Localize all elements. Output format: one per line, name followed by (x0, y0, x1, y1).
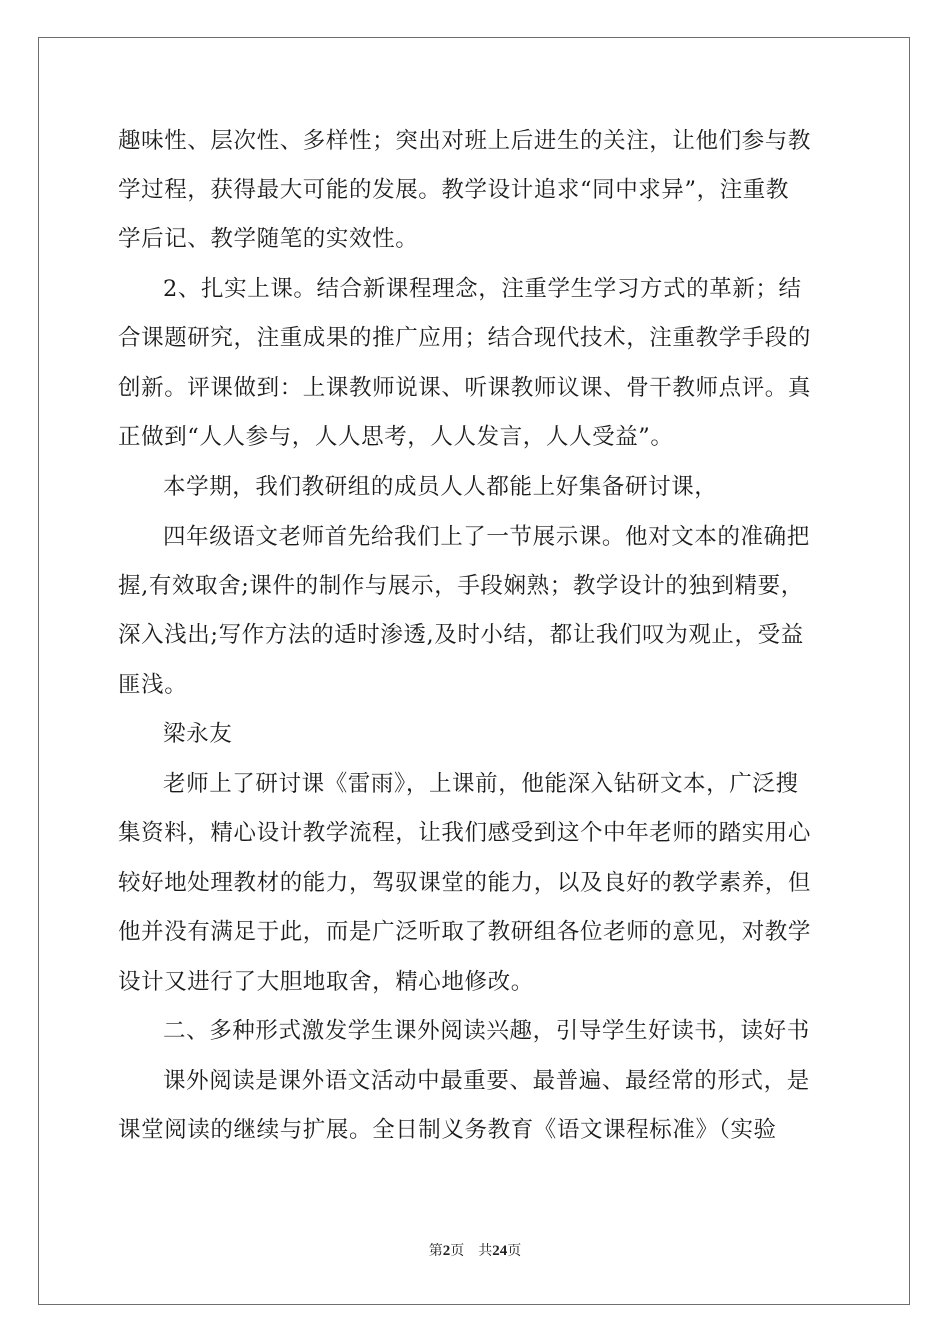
text-line: 老师上了研讨课《雷雨》，上课前，他能深入钻研文本，广泛搜 (163, 771, 799, 797)
text-line: 课外阅读是课外语文活动中最重要、最普遍、最经常的形式，是 (163, 1068, 810, 1094)
text-line: 趣味性、层次性、多样性；突出对班上后进生的关注，让他们参与教 (118, 128, 812, 154)
text-line: 合课题研究，注重成果的推广应用；结合现代技术，注重教学手段的 (118, 325, 812, 351)
text-line: 四年级语文老师首先给我们上了一节展示课。他对文本的准确把 (163, 524, 810, 550)
text-line: 学过程，获得最大可能的发展。教学设计追求“同中求异”，注重教 (118, 177, 790, 203)
page-footer (0, 1240, 950, 1260)
text-line: 正做到“人人参与，人人思考，人人发言，人人受益”。 (118, 424, 674, 450)
text-line: 集资料，精心设计教学流程，让我们感受到这个中年老师的踏实用心 (118, 820, 812, 846)
text-line: 握,有效取舍;课件的制作与展示，手段娴熟；教学设计的独到精要， (118, 573, 804, 599)
total-page-number: 24 (492, 1243, 508, 1259)
footer-suffix: 页 (507, 1243, 522, 1259)
footer-prefix: 第 (428, 1243, 443, 1259)
footer-mid: 页 共 (450, 1243, 493, 1259)
text-line: 设计又进行了大胆地取舍，精心地修改。 (118, 969, 534, 995)
text-line: 他并没有满足于此，而是广泛听取了教研组各位老师的意见，对教学 (118, 919, 812, 945)
text-line: 课堂阅读的继续与扩展。全日制义务教育《语文课程标准》（实验 (118, 1117, 777, 1143)
text-line: 较好地处理教材的能力，驾驭课堂的能力，以及良好的教学素养，但 (118, 870, 812, 896)
text-line: 匪浅。 (118, 672, 188, 698)
text-line: 创新。评课做到：上课教师说课、听课教师议课、骨干教师点评。真 (118, 375, 812, 401)
text-line: 梁永友 (163, 721, 233, 747)
text-line: 二、多种形式激发学生课外阅读兴趣，引导学生好读书，读好书 (163, 1018, 810, 1044)
text-line: 学后记、教学随笔的实效性。 (118, 226, 419, 252)
text-line: 本学期，我们教研组的成员人人都能上好集备研讨课， (163, 474, 718, 500)
text-line: 深入浅出;写作方法的适时渗透,及时小结，都让我们叹为观止，受益 (118, 622, 804, 648)
current-page-number: 2 (442, 1243, 451, 1259)
text-line: 2、扎实上课。结合新课程理念，注重学生学习方式的革新；结 (163, 276, 802, 302)
